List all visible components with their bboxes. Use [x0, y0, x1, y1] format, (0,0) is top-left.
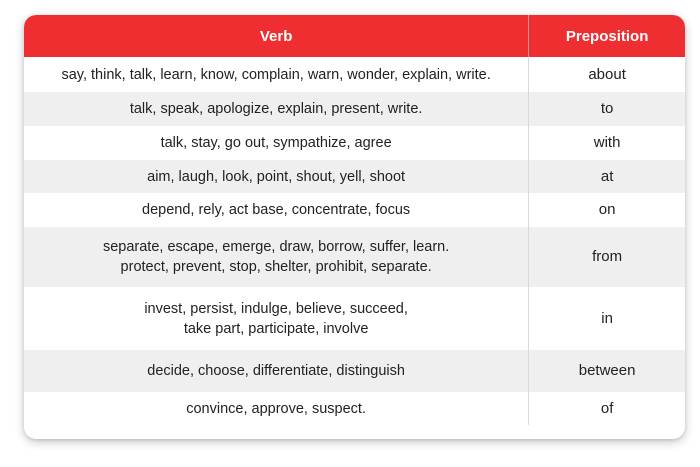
- preposition-column-header: Preposition: [565, 27, 649, 45]
- verb-list-line: say, think, talk, learn, know, complain, warn, wonder, explain, write.: [61, 66, 491, 83]
- verb-cell: [24, 392, 529, 425]
- preposition-cell: from: [592, 248, 623, 265]
- table-row: [24, 392, 685, 425]
- preposition-cell: on: [598, 201, 616, 218]
- table-row: [24, 57, 685, 92]
- table-body: [24, 57, 685, 425]
- verb-list-line: protect, prevent, stop, shelter, prohibit, separate.: [120, 259, 432, 275]
- verb-list-line: talk, speak, apologize, explain, present, write.: [129, 101, 423, 117]
- verb-list-line: depend, rely, act base, concentrate, focus: [142, 202, 411, 218]
- table-row: [24, 160, 685, 193]
- verb-cell: [24, 227, 529, 287]
- verb-list-line: take part, participate, involve: [183, 320, 369, 337]
- preposition-cell: between: [578, 362, 636, 379]
- preposition-cell: of: [600, 399, 614, 417]
- preposition-cell: at: [600, 167, 614, 185]
- verb-list-line: talk, stay, go out, sympathize, agree: [160, 135, 392, 151]
- table-row: [24, 92, 685, 126]
- verb-list-line: separate, escape, emerge, draw, borrow, suffer, learn.: [102, 239, 450, 255]
- table-row: [24, 350, 685, 392]
- verb-cell: [24, 350, 529, 392]
- verb-cell: [24, 92, 529, 126]
- table-row: [24, 227, 685, 287]
- verb-cell: [24, 193, 529, 227]
- verb-cell: [24, 160, 529, 193]
- table-header: [24, 15, 685, 57]
- table-row: [24, 287, 685, 350]
- verb-list-line: decide, choose, differentiate, distinguish: [147, 363, 405, 379]
- verb-column-header: Verb: [24, 15, 529, 57]
- verb-cell: [24, 126, 529, 160]
- table-row: [24, 126, 685, 160]
- verb-list-line: aim, laugh, look, point, shout, yell, shoot: [147, 168, 406, 185]
- verb-list-line: invest, persist, indulge, believe, succeed,: [144, 300, 408, 317]
- table-row: [24, 193, 685, 227]
- verb-cell: [24, 287, 529, 350]
- verb-cell: [24, 57, 529, 92]
- preposition-cell: with: [593, 134, 621, 151]
- verb-preposition-table: [24, 15, 685, 439]
- preposition-cell: to: [600, 100, 614, 117]
- verb-list-line: convince, approve, suspect.: [186, 400, 366, 417]
- preposition-cell: in: [601, 309, 613, 327]
- preposition-cell: about: [588, 65, 626, 83]
